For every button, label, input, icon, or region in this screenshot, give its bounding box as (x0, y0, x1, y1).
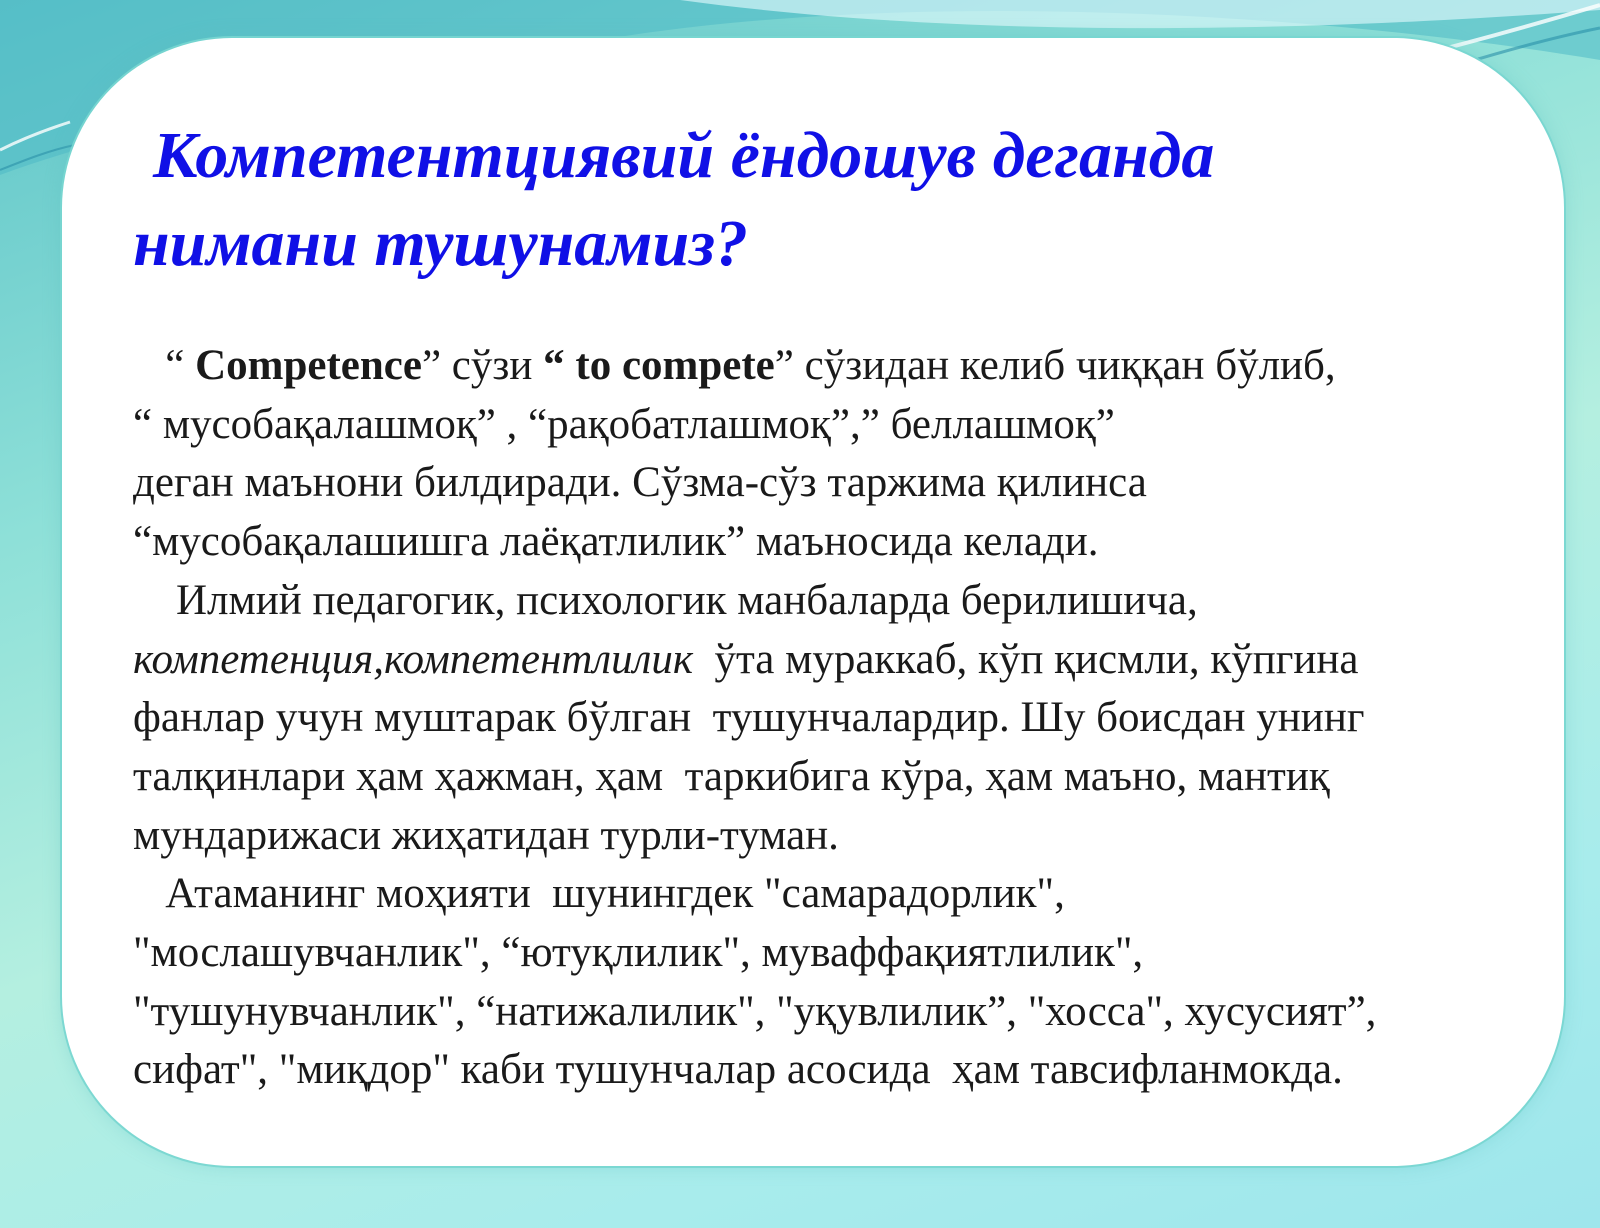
paragraph-3-line-3: "тушунувчанлик", “натижалилик", "уқувлилик”, "хосса", хусусият”, (133, 987, 1377, 1035)
slide-body (133, 337, 1553, 1100)
title-line-1: Компетентциявий ёндошув деганда (153, 119, 1215, 192)
italic-terms: компетенция,компетентлилик (133, 635, 693, 683)
paragraph-1-line-4: “мусобақалашишга лаёқатлилик” маъносида келади. (133, 518, 1099, 566)
term-competence: Competence (195, 342, 422, 389)
paragraph-3-line-2: "мослашувчанлик", “ютуқлилик", муваффақиятлилик", (133, 929, 1144, 977)
paragraph-2-line-2 (133, 631, 1553, 690)
text-fragment: ” сўзидан келиб чиққан бўлиб, (774, 342, 1336, 389)
term-to-compete: “ to compete (543, 342, 775, 389)
paragraph-2-line-3: фанлар учун муштарак бўлган тушунчалардир. Шу боисдан унинг (133, 694, 1365, 742)
paragraph-1-line-1 (133, 337, 1553, 396)
text-fragment: ўта мураккаб, кўп қисмли, кўпгина (692, 635, 1359, 683)
text-fragment: ” сўзи (421, 342, 544, 389)
paragraph-2-line-5: мундарижаси жиҳатидан турли-туман. (133, 811, 839, 859)
title-line-2: нимани тушунамиз? (133, 207, 748, 280)
paragraph-1-line-3: деган маънони билдиради. Сўзма-сўз таржима қилинса (133, 459, 1147, 507)
paragraph-1-line-2: “ мусобақалашмоқ” , “рақобатлашмоқ”,” беллашмоқ” (133, 400, 1115, 448)
paragraph-3-line-4: сифат", "миқдор" каби тушунчалар асосида ҳам тавсифланмокда. (133, 1046, 1343, 1094)
paragraph-2-line-4: талқинлари ҳам ҳажман, ҳам таркибига кўра, ҳам маъно, мантиқ (133, 752, 1330, 800)
slide-title (133, 112, 1513, 288)
paragraph-3-line-1: Атаманинг моҳияти шунингдек "самарадорлик", (133, 870, 1065, 918)
paragraph-2-line-1: Илмий педагогик, психологик манбаларда берилишича, (133, 576, 1198, 624)
quote-open: “ (133, 342, 196, 389)
